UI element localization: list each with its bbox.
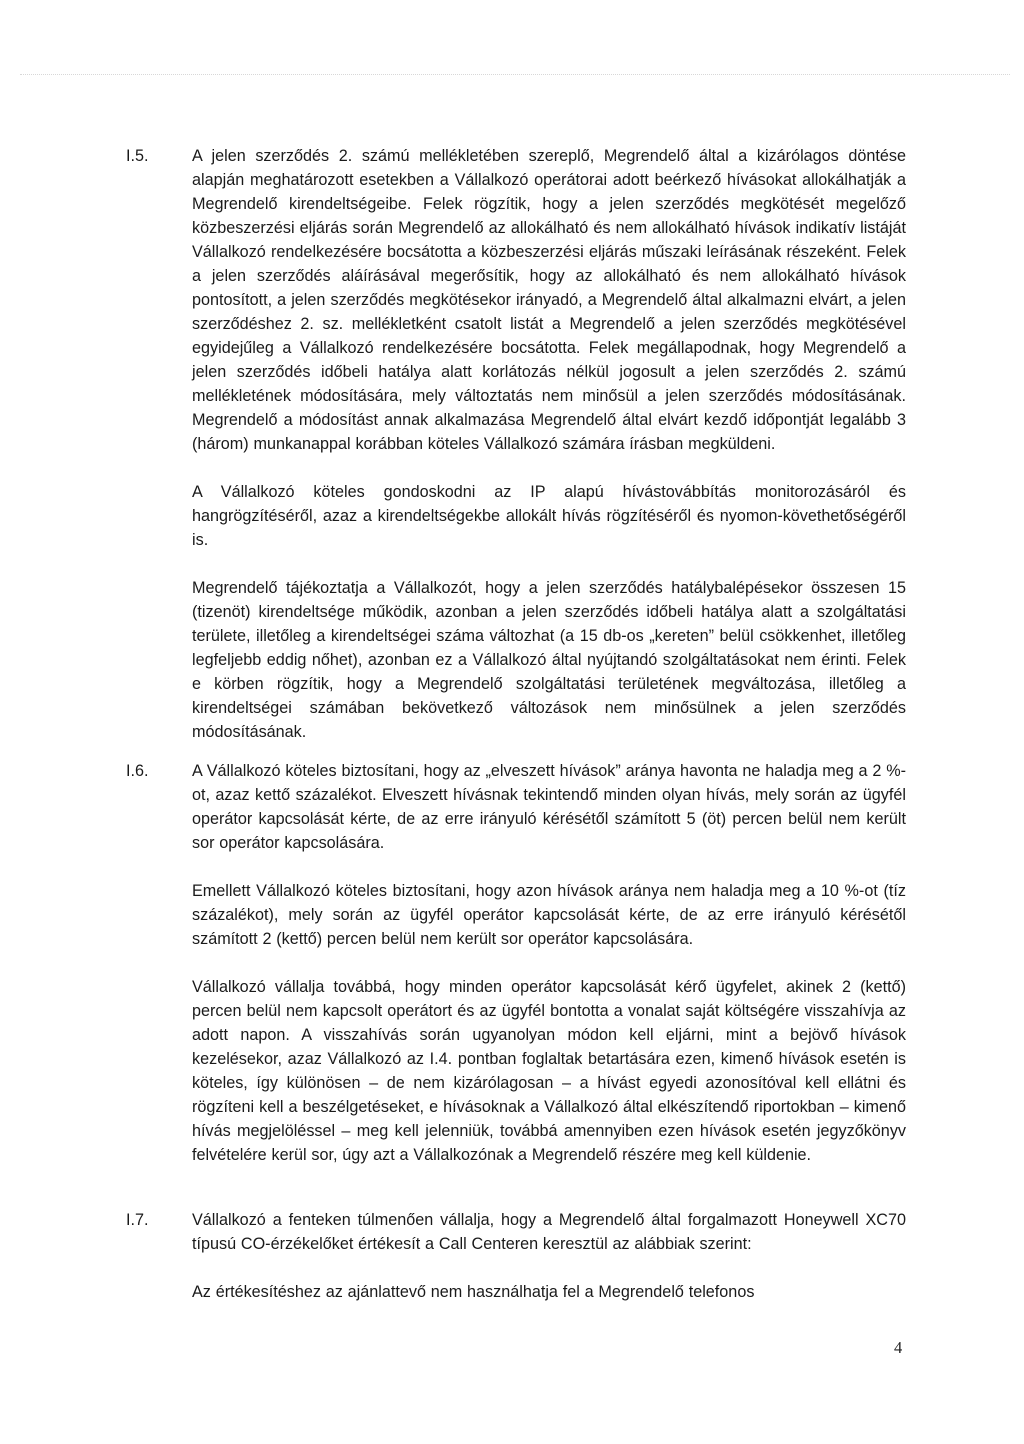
paragraph: A Vállalkozó köteles biztosítani, hogy az „elveszett hívások” aránya havonta ne haladja meg a 2 %-ot, azaz kettő százalékot. Elveszett hívásnak tekintendő minden olyan hívás, mely során az ügyfél operátor kapcsolását kérte, de az erre irányuló kérésétől számított 5 (öt) percen belül nem került sor operátor kapcsolására. [192, 762, 906, 852]
paragraph: A jelen szerződés 2. számú mellékletében szereplő, Megrendelő által a kizárólagos döntése alapján meghatározott esetekben a Vállalkozó operátorai adott beérkező hívásokat allokálhatják a Megrendelő kirendeltségeibe. Felek rögzítik, hogy a jelen szerződés megkötését megelőző közbeszerzési eljárás során Megrendelő az allokálható és nem allokálható hívások indikatív listáját Vállalkozó rendelkezésére bocsátotta a közbeszerzési eljárás műszaki leírásának részeként. Felek a jelen szerződés aláírásával megerősítik, hogy az allokálható és nem allokálható hívások pontosított, a jelen szerződés megkötésekor irányadó, a Megrendelő által alkalmazni elvárt, a jelen szerződéshez 2. sz. mellékletként csatolt listát a Megrendelő a jelen szerződés megkötésével egyidejűleg a Vállalkozó rendelkezésére bocsátotta. Felek megállapodnak, hogy Megrendelő a jelen szerződés időbeli hatálya alatt korlátozás nélkül jogosult a jelen szerződés 2. számú mellékletének módosítására, mely változtatás nem minősül a jelen szerződés módosításának. Megrendelő a módosítást annak alkalmazása Megrendelő által elvárt kezdő időpontját legalább 3 (három) munkanappal korábban köteles Vállalkozó számára írásban megküldeni. [192, 147, 906, 453]
section-number: I.6. [126, 762, 149, 780]
paragraph: A Vállalkozó köteles gondoskodni az IP alapú hívástovábbítás monitorozásáról és hangrögzítéséről, azaz a kirendeltségekbe allokált hívás rögzítéséről és nyomon-követhetőségéről is. [192, 483, 906, 549]
paragraph: Vállalkozó vállalja továbbá, hogy minden operátor kapcsolását kérő ügyfelet, akinek 2 (kettő) percen belül nem kapcsolt operátort és az ügyfél bontotta a vonalat saját költségére visszahívja az adott napon. A visszahívás során ugyanolyan módon kell eljárni, mint a bejövő hívások kezelésekor, azaz Vállalkozó az I.4. pontban foglaltak betartására ezen, kimenő hívások esetén is köteles, így különösen – de nem kizárólagosan – a hívást egyedi azonosítóval kell ellátni és rögzíteni kell a beszélgetéseket, e hívásoknak a Vállalkozó által elkészítendő riportokban – kimenő hívás megjelöléssel – meg kell jelenniük, továbbá amennyiben ezen hívások esetén jegyzőkönyv felvételére kerül sor, úgy azt a Vállalkozónak a Megrendelő részére meg kell küldenie. [192, 978, 906, 1164]
section-number: I.7. [126, 1211, 149, 1229]
section-number: I.5. [126, 147, 149, 165]
paragraph: Az értékesítéshez az ajánlattevő nem használhatja fel a Megrendelő telefonos [192, 1283, 755, 1301]
section-body [192, 1208, 906, 1304]
paragraph: Vállalkozó a fenteken túlmenően vállalja, hogy a Megrendelő által forgalmazott Honeywell XC70 típusú CO-érzékelőket értékesít a Call Centeren keresztül az alábbiak szerint: [192, 1211, 906, 1253]
paragraph: Emellett Vállalkozó köteles biztosítani, hogy azon hívások aránya nem haladja meg a 10 %-ot (tíz százalékot), mely során az ügyfél operátor kapcsolását kérte, de az erre irányuló kérésétől számított 2 (kettő) percen belül nem került sor operátor kapcsolására. [192, 882, 906, 948]
page-number: 4 [894, 1338, 903, 1357]
section-body [192, 759, 906, 1167]
paragraph: Megrendelő tájékoztatja a Vállalkozót, hogy a jelen szerződés hatálybalépésekor összesen 15 (tizenöt) kirendeltsége működik, azonban a jelen szerződés időbeli hatálya alatt a szolgáltatási területe, illetőleg a kirendeltségei száma változhat (a 15 db-os „kereten” belül csökkenhet, illetőleg legfeljebb eddig nőhet), azonban ez a Vállalkozó által nyújtandó szolgáltatásokat nem érinti. Felek e körben rögzítik, hogy a Megrendelő szolgáltatási területének megváltozása, illetőleg a kirendeltségei számában bekövetkező változások nem minősülnek a jelen szerződés módosításának. [192, 579, 906, 741]
section-body [192, 144, 906, 744]
